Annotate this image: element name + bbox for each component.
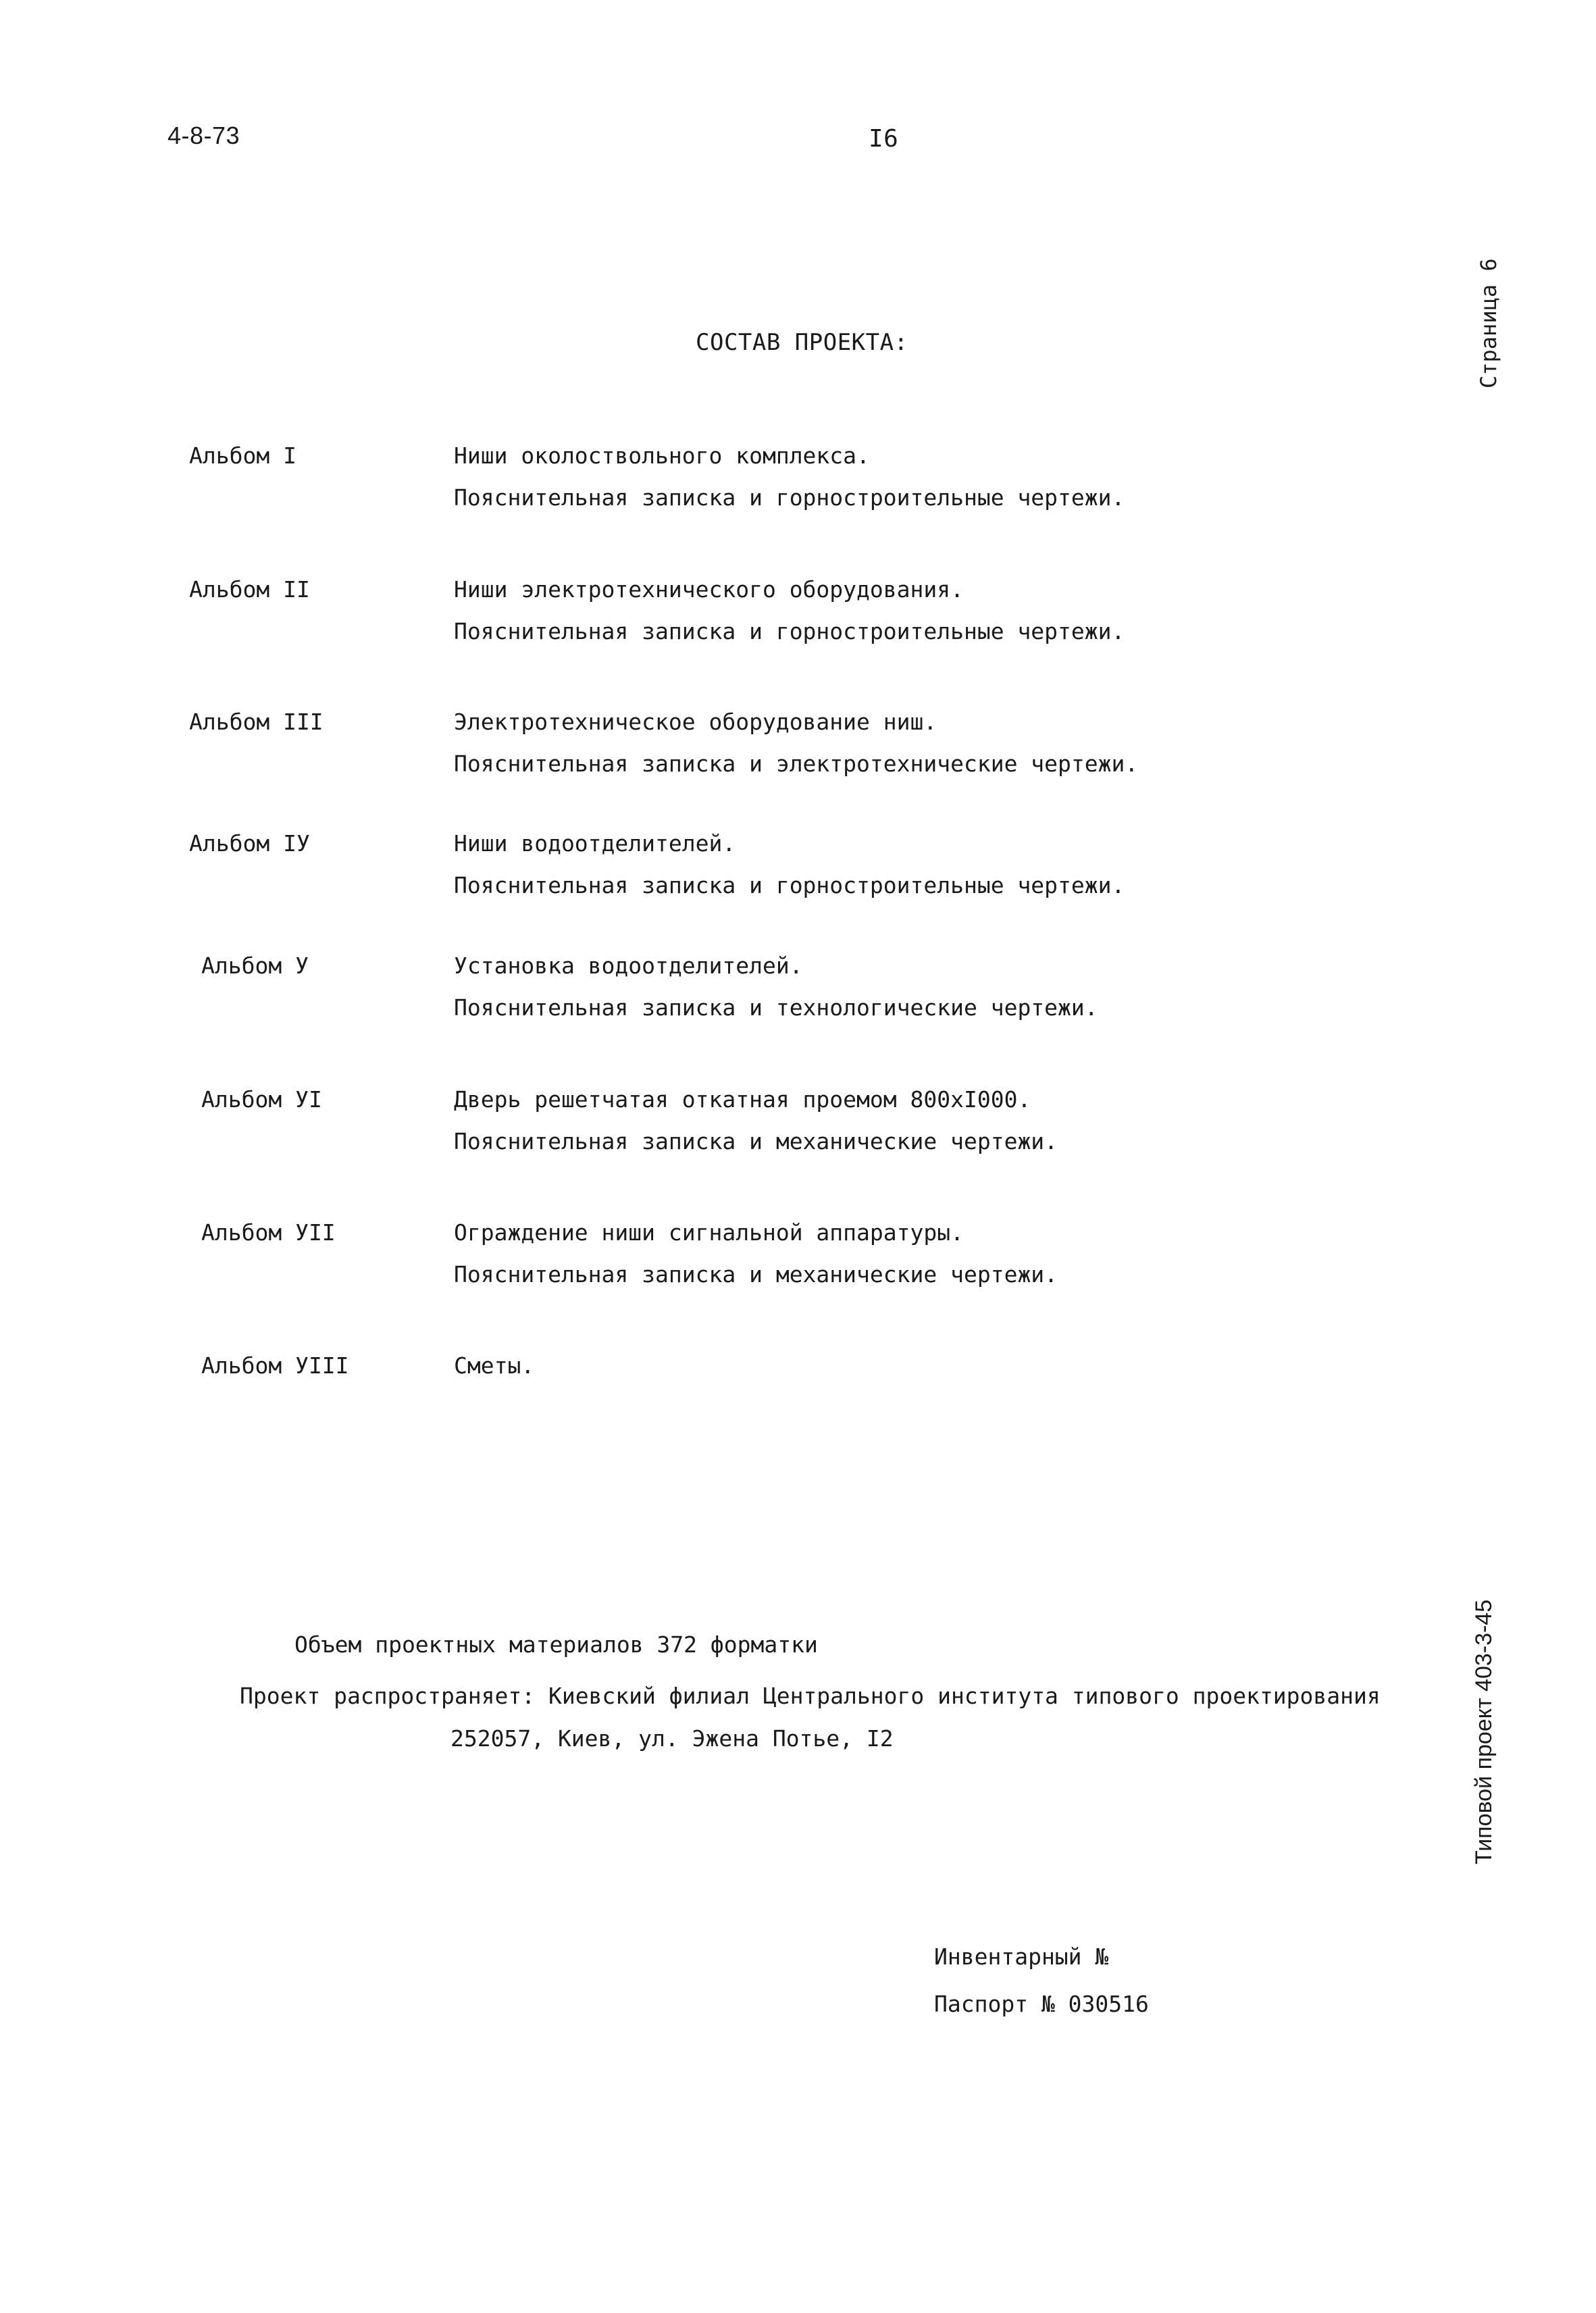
album-label: Альбом УII — [201, 1219, 336, 1246]
album-line: Электротехническое оборудование ниш. — [454, 709, 937, 735]
inventory-number: Инвентарный № — [934, 1943, 1109, 1970]
album-label: Альбом III — [189, 709, 324, 735]
album-line: Ниши электротехнического оборудования. — [454, 576, 964, 603]
album-line: Пояснительная записка и горностроительные чертежи. — [454, 484, 1125, 511]
album-line: Ограждение ниши сигнальной аппаратуры. — [454, 1219, 964, 1246]
page-number: I6 — [869, 125, 899, 153]
album-line: Пояснительная записка и технологические чертежи. — [454, 994, 1098, 1021]
album-line: Пояснительная записка и механические чертежи. — [454, 1261, 1058, 1288]
side-project-label: Типовой проект 403-3-45 — [1471, 1599, 1497, 1864]
album-label: Альбом У — [201, 952, 309, 979]
side-page-label: Страница 6 — [1476, 258, 1501, 388]
album-line: Ниши околоствольного комплекса. — [454, 442, 870, 469]
album-line: Пояснительная записка и горностроительные чертежи. — [454, 618, 1125, 644]
distributor-line: Проект распространяет: Киевский филиал Центрального института типового проектирования — [240, 1683, 1381, 1709]
volume-line: Объем проектных материалов 372 форматки — [294, 1631, 818, 1658]
album-line: Установка водоотделителей. — [454, 952, 803, 979]
album-label: Альбом IУ — [189, 830, 310, 857]
album-label: Альбом II — [189, 576, 310, 603]
album-line: Сметы. — [454, 1352, 535, 1379]
album-label: Альбом УIII — [201, 1352, 349, 1379]
passport-number: Паспорт № 030516 — [934, 1991, 1149, 2017]
album-line: Пояснительная записка и электротехнические чертежи. — [454, 751, 1139, 777]
page-title: СОСТАВ ПРОЕКТА: — [696, 329, 908, 356]
album-label: Альбом I — [189, 442, 297, 469]
album-label: Альбом УI — [201, 1086, 322, 1113]
album-line: Дверь решетчатая откатная проемом 800xI000. — [454, 1086, 1031, 1113]
doc-code: 4-8-73 — [168, 122, 240, 149]
album-line: Пояснительная записка и механические чертежи. — [454, 1128, 1058, 1154]
album-line: Пояснительная записка и горностроительные чертежи. — [454, 872, 1125, 898]
album-line: Ниши водоотделителей. — [454, 830, 736, 857]
address-line: 252057, Киев, ул. Эжена Потье, I2 — [451, 1725, 894, 1752]
